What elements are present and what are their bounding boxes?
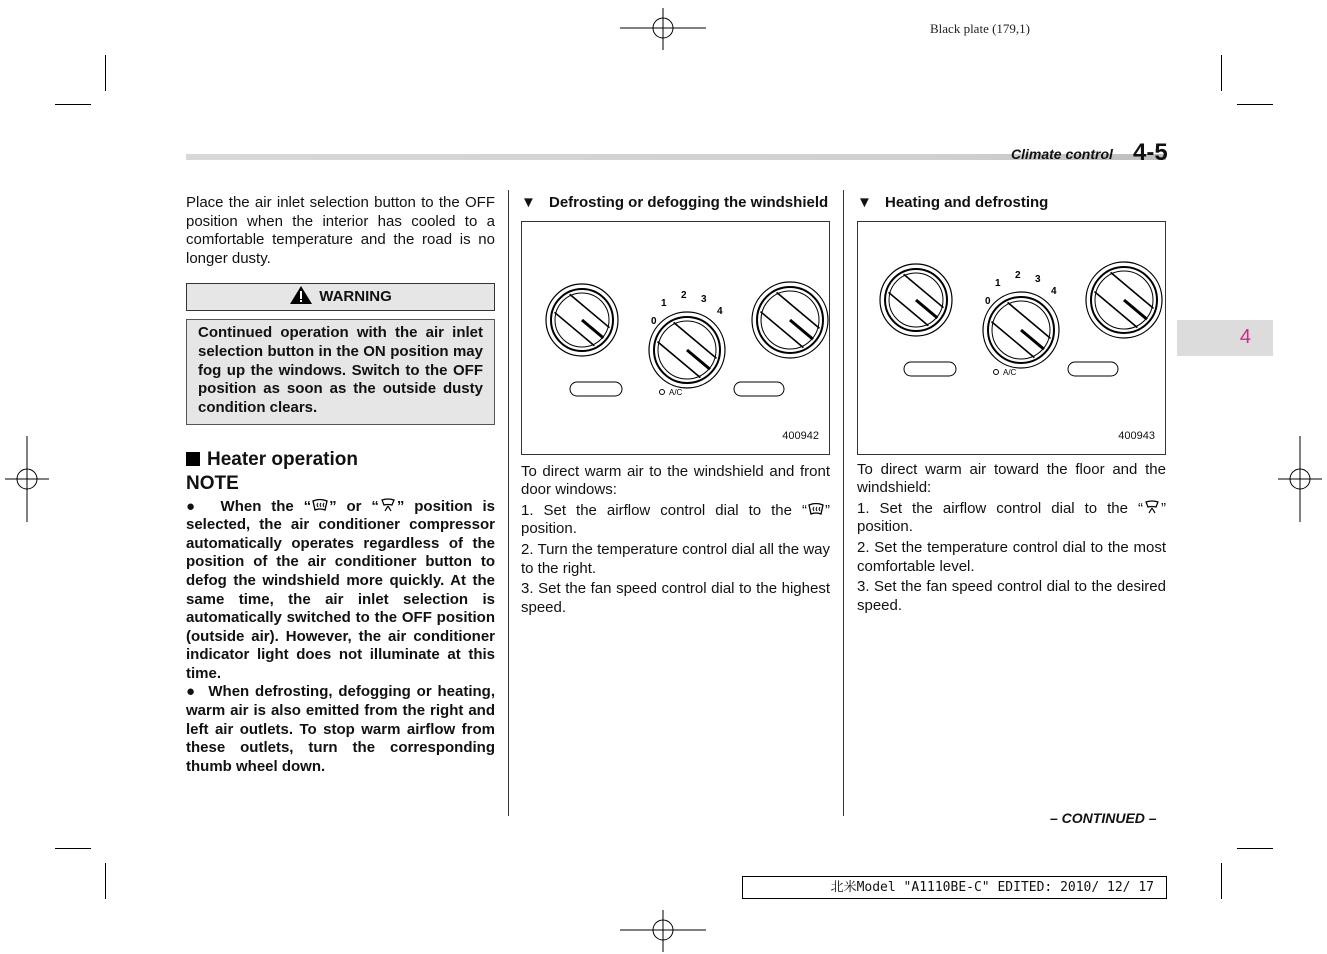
note-item: ● When the “ ” or “ ” position is selected, the air conditioner compressor automatically operates regardless of the position of the air conditioner button to defog the windshield more quickly. At the same time, the air inlet selection is automatically switched to the OFF position (outside air). However, the air conditioner indicator light does not illuminate at this time.	[186, 497, 495, 682]
fan-speed-label: 2	[681, 289, 687, 301]
airflow-dial	[546, 284, 618, 356]
defrost-icon	[807, 502, 825, 518]
climate-panel-figure	[857, 221, 1166, 455]
defrost-floor-icon	[1143, 500, 1161, 516]
intro-paragraph: Place the air inlet selection button to the OFF position when the interior has cooled to a comfortable temperature and the road is no longer dusty.	[186, 194, 495, 267]
ac-indicator	[994, 369, 999, 374]
warning-text: Continued operation with the air inlet selection button in the ON position may fog up the windows. Switch to the OFF position as soon as the outside dusty condition clears.	[186, 319, 495, 425]
registration-mark-bottom	[620, 910, 706, 952]
air-inlet-button	[1068, 362, 1118, 376]
fan-speed-label: 0	[651, 315, 657, 327]
step-3: 3. Set the fan speed control dial to the highest speed.	[521, 580, 830, 616]
fan-speed-label: 3	[1035, 273, 1041, 285]
climate-panel-figure	[521, 221, 830, 455]
column-1	[186, 194, 495, 776]
column-divider	[843, 190, 844, 816]
footer-edit-info: 北米Model "A1110BE-C" EDITED: 2010/ 12/ 17	[742, 876, 1167, 899]
triangle-bullet-icon: ▼	[521, 194, 536, 211]
ac-indicator	[660, 389, 665, 394]
temperature-dial	[1086, 262, 1162, 338]
section-title: Climate control	[1011, 146, 1113, 162]
fan-speed-label: 3	[701, 293, 707, 305]
fan-speed-label: 1	[661, 297, 667, 309]
step-2: 2. Turn the temperature control dial all the way to the right.	[521, 540, 830, 577]
defrost-icon	[311, 498, 329, 514]
step-intro: To direct warm air to the windshield and front door windows:	[521, 462, 830, 499]
registration-mark-left	[5, 436, 49, 522]
warning-icon	[289, 285, 313, 305]
column-3	[857, 194, 1166, 615]
chapter-tab	[1177, 320, 1273, 356]
fan-speed-label: 2	[1015, 269, 1021, 281]
step-2: 2. Set the temperature control dial to the most comfortable level.	[857, 538, 1166, 575]
square-bullet-icon	[186, 452, 200, 466]
registration-mark-top	[620, 8, 706, 50]
bullet: ●	[186, 683, 209, 701]
page-number: 4-5	[1133, 139, 1168, 166]
step-1: 1. Set the airflow control dial to the “ ” position.	[521, 501, 830, 538]
airflow-dial	[880, 264, 952, 336]
fan-speed-dial	[983, 292, 1059, 368]
heater-operation-heading: Heater operation	[186, 451, 495, 470]
climate-panel-illustration	[858, 222, 1165, 454]
triangle-bullet-icon: ▼	[857, 194, 872, 211]
fan-speed-label: 4	[1051, 285, 1057, 297]
chapter-tab-number: 4	[1239, 326, 1251, 348]
registration-mark-right	[1278, 436, 1322, 522]
column-2	[521, 194, 830, 617]
ac-label: A/C	[1003, 367, 1017, 377]
climate-panel-illustration	[522, 222, 831, 454]
column-divider	[508, 190, 509, 816]
fan-speed-label: 1	[995, 277, 1001, 289]
continued-label: – CONTINUED –	[1050, 810, 1157, 826]
air-inlet-button	[734, 382, 784, 396]
step-1: 1. Set the airflow control dial to the “ ” position.	[857, 499, 1166, 536]
figure-number: 400943	[1118, 430, 1155, 442]
note-item: ● When defrosting, defogging or heating, warm air is also emitted from the right and left air outlets. To stop warm airflow from these outlets, turn the corresponding thumb wheel down.	[186, 683, 495, 775]
note-title: NOTE	[186, 472, 239, 494]
bullet: ●	[186, 497, 221, 515]
rear-defrost-button	[904, 362, 956, 376]
warning-title: WARNING	[319, 288, 392, 306]
temperature-dial	[752, 282, 828, 358]
step-3: 3. Set the fan speed control dial to the desired speed.	[857, 578, 1166, 614]
ac-label: A/C	[669, 387, 683, 397]
step-intro: To direct warm air toward the floor and the windshield:	[857, 460, 1166, 497]
plate-label: Black plate (179,1)	[930, 21, 1030, 36]
warning-header	[186, 283, 495, 311]
fan-speed-dial	[649, 312, 725, 388]
rear-defrost-button	[570, 382, 622, 396]
figure-number: 400942	[782, 430, 819, 442]
defrost-floor-icon	[379, 498, 397, 514]
fan-speed-label: 4	[717, 305, 723, 317]
heating-defrost-heading: ▼ Heating and defrosting	[857, 194, 1049, 211]
fan-speed-label: 0	[985, 295, 991, 307]
defrost-heading: ▼ Defrosting or defogging the windshield	[521, 194, 829, 211]
